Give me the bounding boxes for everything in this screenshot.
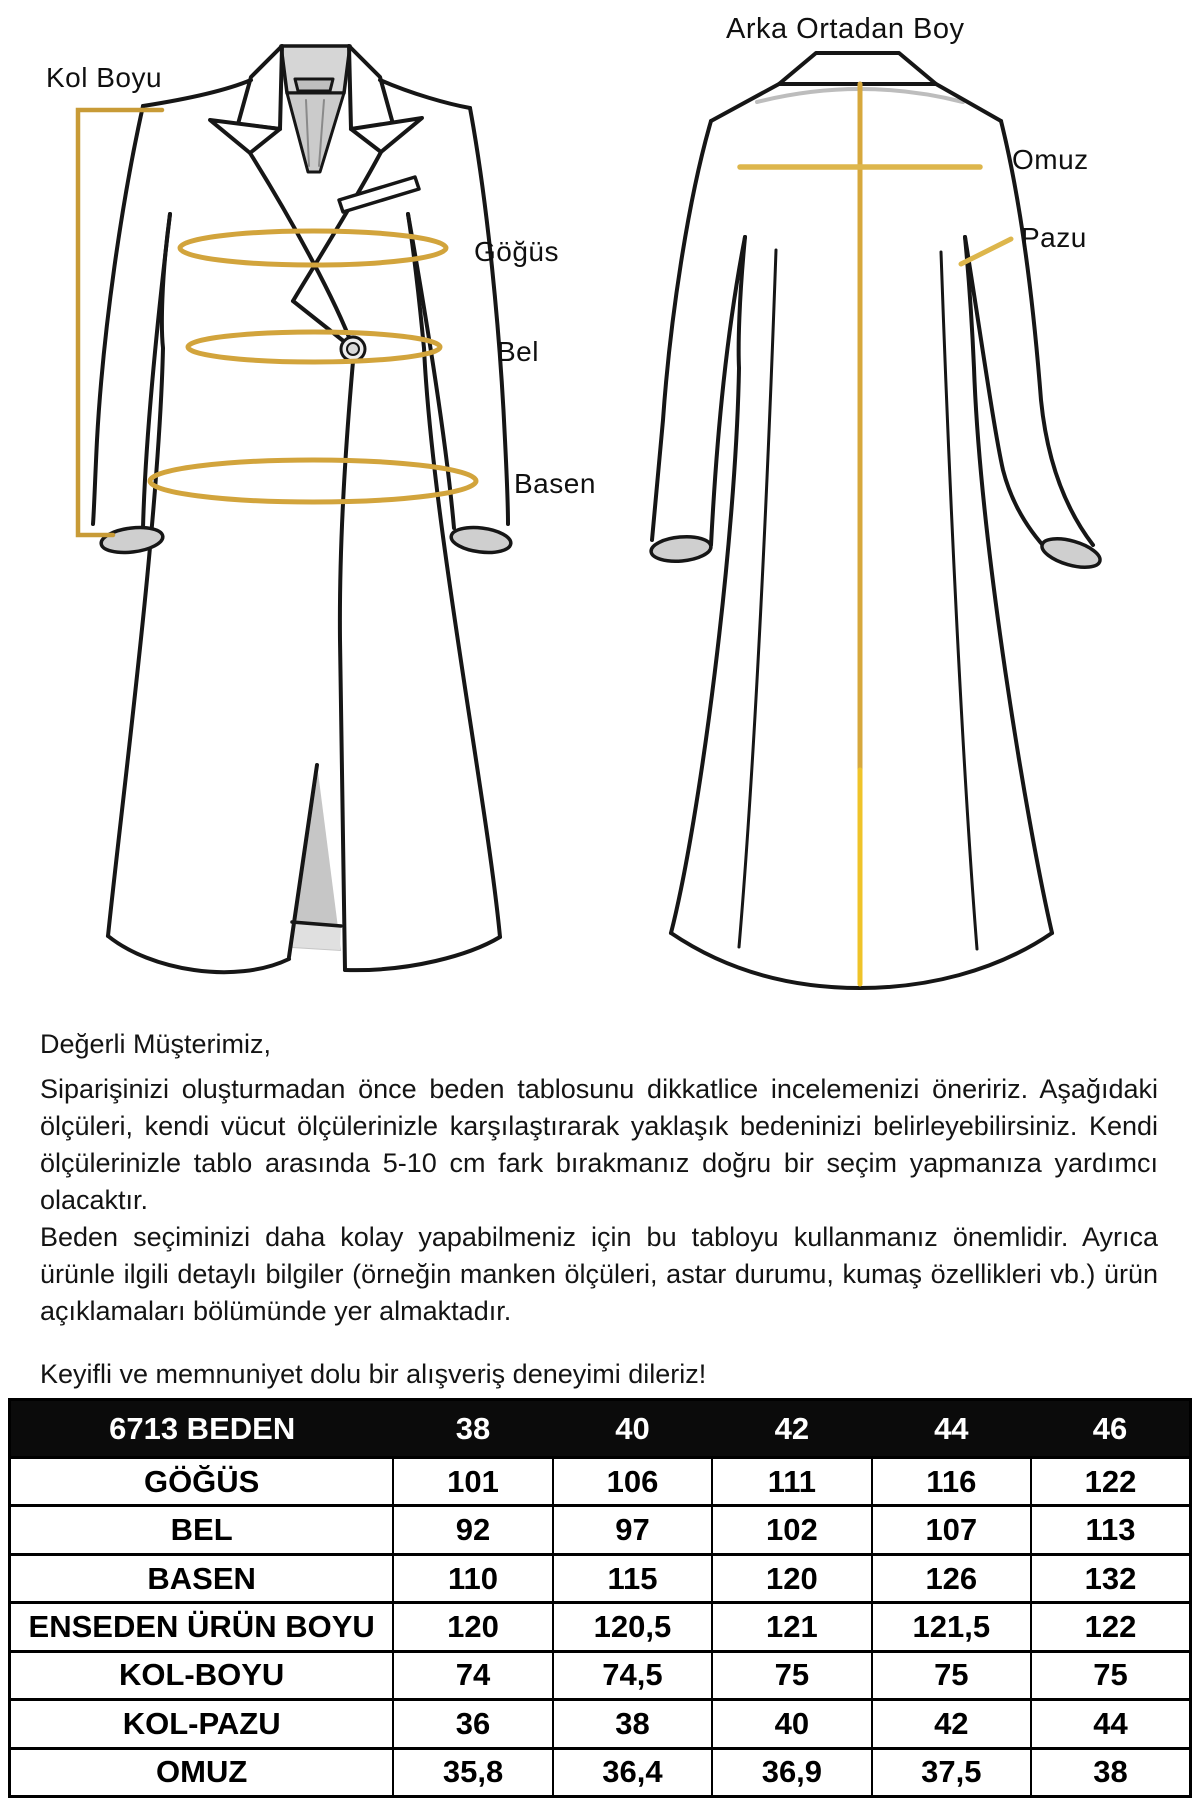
closing-text: Keyifli ve memnuniyet dolu bir alışveriş deneyimi dileriz! — [40, 1359, 707, 1389]
lapel-edge-right — [293, 152, 381, 301]
size-table-header-row — [10, 1400, 1191, 1458]
row-label: ENSEDEN ÜRÜN BOYU — [10, 1603, 394, 1651]
collar-flap-right — [349, 46, 393, 129]
note-paragraph-1: Siparişinizi oluşturmadan önce beden tablosunu dikkatlice incelemenizi öneririz. Aşağıdaki ölçüleri, kendi vücut ölçülerinizle karşılaştırarak yaklaşık bedeninizi belirleyebilirsiniz. Kendi ölçülerinizle tablo arasında 5-10 cm fark bırakmanız doğru bir seçim yapmanıza yardımcı olacaktır. — [40, 1074, 1158, 1215]
row-label: KOL-PAZU — [10, 1700, 394, 1748]
table-row — [10, 1700, 1191, 1748]
size-table — [8, 1398, 1192, 1798]
size-col-header: 44 — [872, 1400, 1031, 1458]
measure-cell: 36 — [393, 1700, 552, 1748]
measure-cell: 121 — [712, 1603, 871, 1651]
table-title-cell: 6713 BEDEN — [10, 1400, 394, 1458]
measure-cell: 92 — [393, 1506, 552, 1554]
size-col-header: 46 — [1031, 1400, 1190, 1458]
table-row — [10, 1554, 1191, 1602]
measure-cell: 126 — [872, 1554, 1031, 1602]
table-row — [10, 1748, 1191, 1796]
measure-cell: 101 — [393, 1458, 552, 1506]
measure-cell: 110 — [393, 1554, 552, 1602]
measure-cell: 75 — [712, 1651, 871, 1699]
measure-cell: 38 — [553, 1700, 712, 1748]
row-label: BEL — [10, 1506, 394, 1554]
tie-lining — [287, 93, 344, 172]
front-hem-left — [108, 936, 289, 972]
measure-cell: 97 — [553, 1506, 712, 1554]
front-overlap-edge — [340, 350, 354, 970]
size-table-section — [8, 1398, 1192, 1798]
back-right-body-edge — [965, 237, 1052, 933]
greeting-text: Değerli Müşterimiz, — [40, 1029, 272, 1059]
back-right-sleeve — [1001, 121, 1093, 545]
measure-cell: 75 — [872, 1651, 1031, 1699]
measure-cell: 75 — [1031, 1651, 1190, 1699]
measure-cell: 132 — [1031, 1554, 1190, 1602]
size-col-header: 38 — [393, 1400, 552, 1458]
table-row — [10, 1603, 1191, 1651]
measure-cell: 120 — [393, 1603, 552, 1651]
table-row — [10, 1458, 1191, 1506]
customer-note — [40, 1012, 1158, 1393]
measure-cell: 122 — [1031, 1603, 1190, 1651]
front-left-cuff — [100, 524, 164, 555]
front-right-cuff — [450, 524, 512, 555]
arka-ortadan-boy-label: Arka Ortadan Boy — [726, 13, 965, 45]
measure-cell: 121,5 — [872, 1603, 1031, 1651]
measure-cell: 37,5 — [872, 1748, 1031, 1796]
table-row — [10, 1651, 1191, 1699]
back-left-sleeve — [652, 121, 711, 540]
measure-cell: 120 — [712, 1554, 871, 1602]
basen-ellipse — [150, 460, 476, 502]
measure-cell: 102 — [712, 1506, 871, 1554]
measure-cell: 36,4 — [553, 1748, 712, 1796]
measure-cell: 38 — [1031, 1748, 1190, 1796]
back-right-cuff — [1039, 533, 1103, 573]
back-coat-drawing — [650, 53, 1103, 988]
collar-stand-tab — [295, 79, 333, 91]
omuz-label: Omuz — [1012, 144, 1089, 175]
measure-cell: 113 — [1031, 1506, 1190, 1554]
kol-boyu-label: Kol Boyu — [46, 62, 163, 93]
front-right-sleeve — [470, 108, 508, 524]
row-label: OMUZ — [10, 1748, 394, 1796]
measure-cell: 120,5 — [553, 1603, 712, 1651]
row-label: BASEN — [10, 1554, 394, 1602]
front-left-body-edge — [108, 214, 170, 936]
bel-ellipse — [188, 332, 440, 362]
measure-cell: 106 — [553, 1458, 712, 1506]
note-paragraph-2: Beden seçiminizi daha kolay yapabilmeniz için bu tabloyu kullanmanız önemlidir. Ayrıca ürünle ilgili detaylı bilgiler (örneğin manken ölçüleri, astar durumu, kumaş özellikleri vb.) ürün açıklamaları bölümünde yer almaktadır. — [40, 1222, 1158, 1326]
measure-cell: 116 — [872, 1458, 1031, 1506]
measure-cell: 74 — [393, 1651, 552, 1699]
table-row — [10, 1506, 1191, 1554]
back-collar — [779, 53, 936, 84]
measure-cell: 107 — [872, 1506, 1031, 1554]
measure-cell: 111 — [712, 1458, 871, 1506]
measure-cell: 40 — [712, 1700, 871, 1748]
back-left-body-edge — [671, 237, 745, 933]
row-label: KOL-BOYU — [10, 1651, 394, 1699]
measure-cell: 122 — [1031, 1458, 1190, 1506]
front-right-body-edge — [408, 214, 500, 937]
measure-cell: 74,5 — [553, 1651, 712, 1699]
size-col-header: 42 — [712, 1400, 871, 1458]
pazu-label: Pazu — [1021, 222, 1087, 253]
front-left-sleeve — [93, 106, 143, 524]
measure-cell: 115 — [553, 1554, 712, 1602]
measure-cell: 42 — [872, 1700, 1031, 1748]
row-label: GÖĞÜS — [10, 1458, 394, 1506]
basen-label: Basen — [514, 468, 596, 499]
back-left-cuff — [650, 534, 712, 563]
gogus-label: Göğüs — [474, 236, 559, 267]
chest-pocket — [339, 177, 419, 212]
lapel-edge-left — [250, 153, 352, 345]
measure-cell: 44 — [1031, 1700, 1190, 1748]
measure-cell: 35,8 — [393, 1748, 552, 1796]
bel-label: Bel — [497, 336, 539, 367]
measure-cell: 36,9 — [712, 1748, 871, 1796]
front-hem-right — [345, 937, 500, 970]
front-coat-drawing — [93, 46, 512, 972]
size-col-header: 40 — [553, 1400, 712, 1458]
kol-boyu-bracket — [78, 110, 162, 535]
collar-flap-left — [238, 46, 282, 129]
front-measure-marks — [78, 110, 476, 535]
